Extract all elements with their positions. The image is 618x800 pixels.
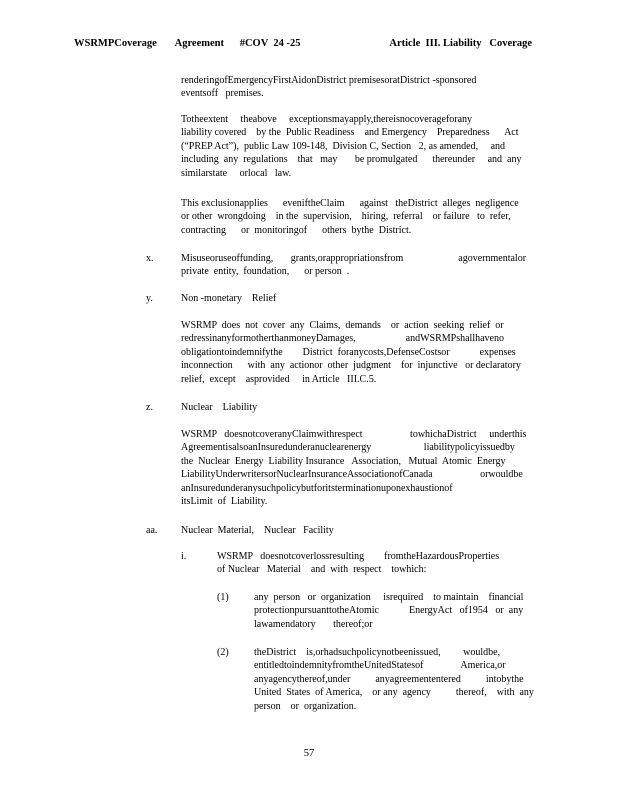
text-line: This exclusionapplies eveniftheClaim against theDistrict alleges negligence: [181, 198, 519, 209]
text-line: Misuseoruseoffunding, grants,orappropriationsfrom agovernmentalor: [181, 253, 527, 264]
item-x-text: [181, 252, 535, 279]
text-line: any person or organization isrequired to maintain financial: [254, 592, 524, 603]
clause-label-1: (1): [217, 592, 229, 603]
text-line: WSRMP doesnotcoveranyClaimwithrespect towhichaDistrict underthis: [181, 429, 527, 440]
text-line: liability covered by the Public Readiness and Emergency Preparedness Act: [181, 127, 519, 139]
subitem-label-i: i.: [181, 551, 187, 562]
page-number: 57: [303, 748, 315, 759]
item-z-paragraph: [181, 428, 535, 508]
text-line: private entity, foundation, or person .: [181, 266, 350, 278]
text-line: lawamendatory thereof;or: [254, 618, 373, 630]
text-line: including any regulations that may be promulgated thereunder and any: [181, 154, 522, 166]
item-aa-title: Nuclear Material, Nuclear Facility: [181, 525, 334, 536]
paragraph-exclusion: [181, 197, 535, 237]
item-y-paragraph: [181, 319, 535, 386]
text-line: similarstate orlocal law.: [181, 167, 292, 179]
item-label-y: y.: [146, 293, 153, 304]
text-line: eventsoff premises.: [181, 88, 264, 100]
text-line: the Nuclear Energy Liability Insurance Association, Mutual Atomic Energy: [181, 455, 506, 467]
text-line: premisesoratDistrict: [348, 75, 430, 86]
item-label-z: z.: [146, 402, 153, 413]
text-line: anInsuredunderanysuchpolicybutforitsterminationuponexhaustionof: [181, 482, 453, 494]
item-y-title: Non -monetary Relief: [181, 293, 277, 304]
text-line: (“PREP Act”), public Law 109-148, Division C, Section 2, as amended, and: [181, 140, 506, 152]
text-line: entitledtoindemnityfromtheUnitedStatesof America,or: [254, 660, 506, 672]
text-line: inconnection with any actionor other judgment for injunctive or declaratory: [181, 360, 521, 372]
text-line: WSRMP does not cover any Claims, demands or action seeking relief or: [181, 320, 504, 331]
text-line: redressinanyformotherthanmoneyDamages, andWSRMPshallhaveno: [181, 333, 504, 345]
paragraph-first-aid: [181, 74, 535, 101]
text-line: United States of America, or any agency thereof, with any: [254, 687, 534, 699]
text-line: obligationtoindemnifythe District foranycosts,DefenseCostsor expenses: [181, 346, 516, 358]
text-line: protectionpursuanttotheAtomic EnergyAct of1954 or any: [254, 605, 524, 617]
text-line: WSRMP doesnotcoverlossresulting fromtheHazardousProperties: [217, 551, 500, 562]
text-line: of Nuclear Material and with respect towhich:: [217, 564, 427, 576]
text-line: person or organization.: [254, 700, 357, 712]
clause-2-text: [254, 646, 536, 713]
text-line: anyagencythereof,under anyagreemententered intobythe: [254, 673, 524, 685]
item-z-title: Nuclear Liability: [181, 402, 258, 413]
text-line: itsLimit of Liability.: [181, 496, 268, 508]
clause-1-text: [254, 591, 536, 631]
text-line: -sponsored: [432, 75, 477, 86]
clause-label-2: (2): [217, 647, 229, 658]
header-left: WSRMPCoverage Agreement #COV 24 -25: [74, 38, 301, 49]
text-line: renderingofEmergencyFirstAidonDistrict: [181, 75, 347, 86]
subitem-i-text: [217, 550, 535, 577]
header-right: Article III. Liability Coverage: [389, 38, 532, 49]
paragraph-prep-act: [181, 113, 535, 180]
text-line: LiabilityUnderwritersorNuclearInsuranceAssociationofCanada orwouldbe: [181, 469, 523, 481]
text-line: Totheextent theabove exceptionsmayapply,thereisnocoverageforany: [181, 114, 473, 125]
text-line: relief, except asprovided in Article III.C.5.: [181, 373, 377, 385]
text-line: theDistrict is,orhadsuchpolicynotbeenissued, wouldbe,: [254, 647, 501, 658]
text-line: AgreementisalsoanInsuredunderanuclearenergy liabilitypolicyissuedby: [181, 442, 515, 454]
text-line: contracting or monitoringof others bythe District.: [181, 224, 412, 236]
item-label-aa: aa.: [146, 525, 158, 536]
item-label-x: x.: [146, 253, 154, 264]
text-line: or other wrongdoing in the supervision, hiring, referral or failure to refer,: [181, 211, 511, 223]
